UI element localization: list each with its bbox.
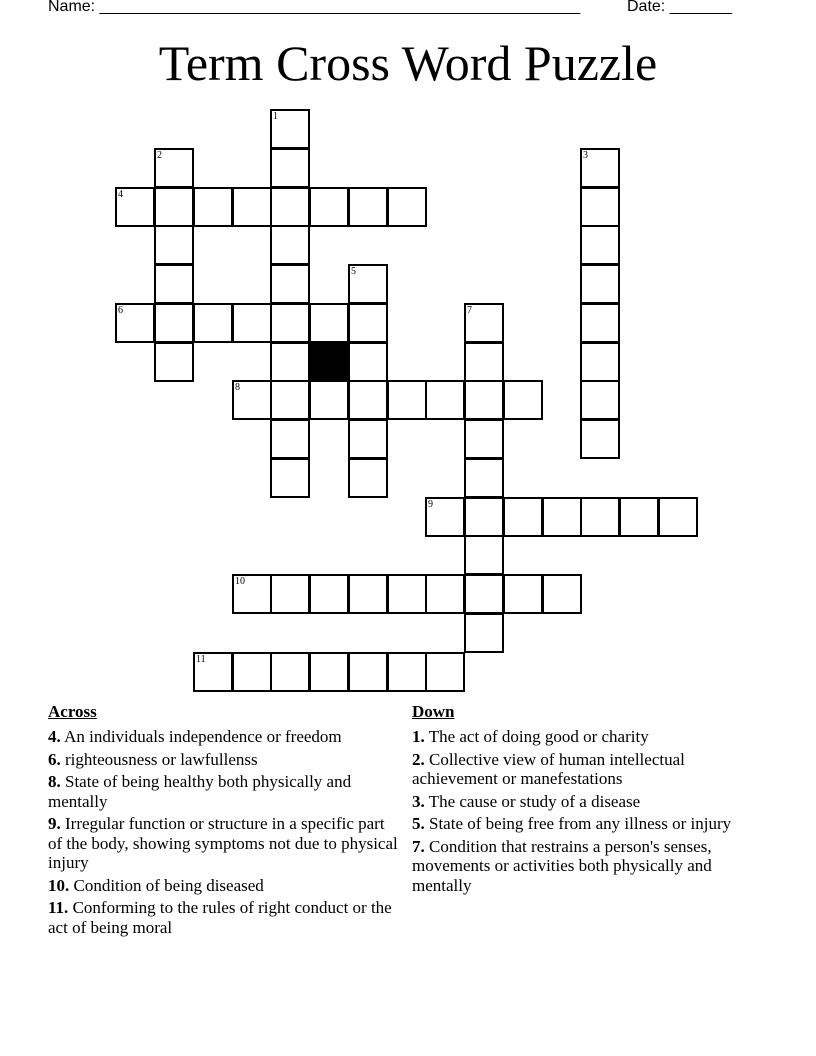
grid-cell[interactable] <box>425 380 465 420</box>
grid-cell[interactable] <box>580 264 620 304</box>
clue-down-3 <box>412 792 742 812</box>
clue-text: righteousness or lawfullenss <box>65 749 258 769</box>
clue-number-label: 2 <box>157 150 162 161</box>
grid-cell[interactable] <box>464 535 504 575</box>
grid-cell[interactable] <box>270 458 310 498</box>
date-field-label[interactable]: Date: _______ <box>627 0 732 15</box>
clue-across-10 <box>48 876 400 896</box>
clue-number-label: 6 <box>118 305 123 316</box>
grid-cell[interactable] <box>232 187 272 227</box>
clue-across-4 <box>48 727 400 747</box>
grid-cell[interactable] <box>580 187 620 227</box>
grid-cell[interactable] <box>425 497 465 537</box>
grid-cell[interactable] <box>425 574 465 614</box>
clue-number: 3. <box>412 791 425 811</box>
grid-cell[interactable] <box>658 497 698 537</box>
clue-text: Irregular function or structure in a specific part of the body, showing symptoms not due to physical injury <box>48 814 398 872</box>
grid-cell[interactable] <box>348 264 388 304</box>
grid-cell[interactable] <box>309 303 349 343</box>
grid-cell[interactable] <box>232 652 272 692</box>
clue-number: 11. <box>48 898 69 917</box>
grid-cell[interactable] <box>270 419 310 459</box>
grid-cell[interactable] <box>387 652 427 692</box>
grid-cell[interactable] <box>464 303 504 343</box>
grid-cell[interactable] <box>232 574 272 614</box>
grid-cell[interactable] <box>232 380 272 420</box>
clue-across-11 <box>48 898 400 937</box>
grid-cell[interactable] <box>387 574 427 614</box>
clue-number: 10. <box>48 875 70 895</box>
clue-down-1 <box>412 727 742 747</box>
clue-text: Condition that restrains a person's senses, movements or activities both physically and mentally <box>412 836 712 895</box>
grid-cell[interactable] <box>154 342 194 382</box>
clue-text: Conforming to the rules of right conduct or the act of being moral <box>48 898 392 937</box>
clue-number-label: 1 <box>273 111 278 122</box>
clue-number: 5. <box>412 814 425 833</box>
grid-cell[interactable] <box>580 497 620 537</box>
clue-text: The act of doing good or charity <box>428 727 649 746</box>
clue-number-label: 5 <box>351 266 356 277</box>
grid-cell[interactable] <box>193 652 233 692</box>
grid-cell[interactable] <box>348 419 388 459</box>
clue-number-label: 4 <box>118 189 123 200</box>
grid-cell[interactable] <box>348 574 388 614</box>
clue-number-label: 7 <box>467 305 472 316</box>
grid-cell[interactable] <box>348 187 388 227</box>
grid-cell[interactable] <box>348 380 388 420</box>
grid-cell[interactable] <box>115 187 155 227</box>
grid-cell[interactable] <box>270 264 310 304</box>
grid-cell[interactable] <box>270 303 310 343</box>
grid-cell[interactable] <box>580 303 620 343</box>
black-cell <box>309 342 349 382</box>
clue-across-9 <box>48 814 400 873</box>
across-heading: Across <box>48 702 97 721</box>
grid-cell[interactable] <box>154 187 194 227</box>
grid-cell[interactable] <box>503 380 543 420</box>
clue-across-8 <box>48 772 400 811</box>
clue-number-label: 11 <box>196 654 206 665</box>
clue-number: 9. <box>48 814 61 833</box>
grid-cell[interactable] <box>270 225 310 265</box>
down-heading: Down <box>412 702 455 721</box>
clue-down-7 <box>412 837 742 896</box>
grid-cell[interactable] <box>387 380 427 420</box>
grid-cell[interactable] <box>542 497 582 537</box>
grid-cell[interactable] <box>348 303 388 343</box>
grid-cell[interactable] <box>270 187 310 227</box>
clue-number: 6. <box>48 749 61 769</box>
clue-down-2 <box>412 750 742 789</box>
clue-number: 8. <box>48 772 61 791</box>
grid-cell[interactable] <box>619 497 659 537</box>
clue-number-label: 9 <box>428 499 433 510</box>
grid-cell[interactable] <box>580 148 620 188</box>
grid-cell[interactable] <box>154 303 194 343</box>
grid-cell[interactable] <box>154 225 194 265</box>
grid-cell[interactable] <box>193 303 233 343</box>
grid-cell[interactable] <box>425 652 465 692</box>
grid-cell[interactable] <box>193 187 233 227</box>
across-clues <box>48 702 400 940</box>
down-clues <box>412 702 742 898</box>
clue-text: State of being free from any illness or injury <box>429 814 732 833</box>
grid-cell[interactable] <box>464 574 504 614</box>
grid-cell[interactable] <box>387 187 427 227</box>
clue-text: Condition of being diseased <box>73 875 264 895</box>
grid-cell[interactable] <box>154 148 194 188</box>
grid-cell[interactable] <box>464 613 504 653</box>
clue-number: 7. <box>412 836 425 856</box>
grid-cell[interactable] <box>464 497 504 537</box>
grid-cell[interactable] <box>503 574 543 614</box>
grid-cell[interactable] <box>270 380 310 420</box>
grid-cell[interactable] <box>348 458 388 498</box>
clue-text: An individuals independence or freedom <box>64 727 342 746</box>
grid-cell[interactable] <box>270 652 310 692</box>
name-field-label[interactable]: Name: ______________________________________________________ <box>48 0 581 15</box>
clue-across-6 <box>48 750 400 770</box>
grid-cell[interactable] <box>270 109 310 149</box>
grid-cell[interactable] <box>348 652 388 692</box>
clue-number-label: 10 <box>235 576 245 587</box>
clue-text: Collective view of human intellectual achievement or manefestations <box>412 749 685 788</box>
clue-down-5 <box>412 814 742 834</box>
grid-cell[interactable] <box>154 264 194 304</box>
grid-cell[interactable] <box>464 380 504 420</box>
grid-cell[interactable] <box>270 148 310 188</box>
page-title: Term Cross Word Puzzle <box>158 35 658 91</box>
clue-number: 4. <box>48 727 61 746</box>
grid-cell[interactable] <box>309 380 349 420</box>
clue-number-label: 8 <box>235 382 240 393</box>
grid-cell[interactable] <box>464 458 504 498</box>
clue-text: The cause or study of a disease <box>428 791 641 811</box>
grid-cell[interactable] <box>309 652 349 692</box>
grid-cell[interactable] <box>348 342 388 382</box>
grid-cell[interactable] <box>580 225 620 265</box>
grid-cell[interactable] <box>580 380 620 420</box>
grid-cell[interactable] <box>580 419 620 459</box>
grid-cell[interactable] <box>309 574 349 614</box>
grid-cell[interactable] <box>115 303 155 343</box>
clue-number-label: 3 <box>583 150 588 161</box>
grid-cell[interactable] <box>464 342 504 382</box>
grid-cell[interactable] <box>309 187 349 227</box>
clue-text: State of being healthy both physically and mentally <box>48 772 352 811</box>
grid-cell[interactable] <box>232 303 272 343</box>
grid-cell[interactable] <box>503 497 543 537</box>
grid-cell[interactable] <box>464 419 504 459</box>
grid-cell[interactable] <box>270 342 310 382</box>
grid-cell[interactable] <box>542 574 582 614</box>
clue-number: 1. <box>412 727 425 746</box>
clue-number: 2. <box>412 749 425 769</box>
grid-cell[interactable] <box>580 342 620 382</box>
grid-cell[interactable] <box>270 574 310 614</box>
